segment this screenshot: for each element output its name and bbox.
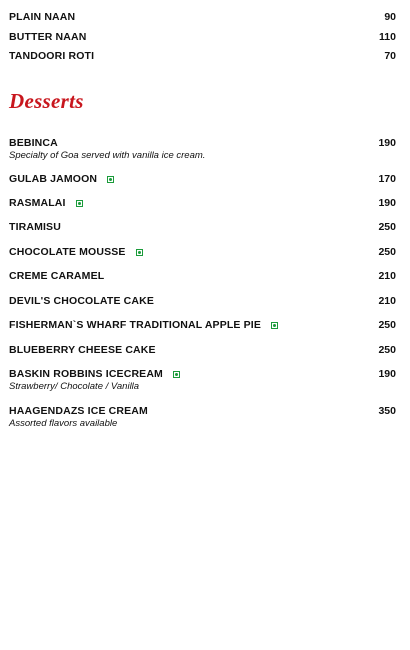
menu-item-butter-naan [9, 30, 396, 44]
item-price: 350 [378, 405, 396, 417]
item-price: 90 [384, 11, 396, 23]
item-price: 250 [378, 221, 396, 233]
item-name: BLUEBERRY CHEESE CAKE [9, 344, 156, 356]
item-price: 190 [378, 137, 396, 149]
veg-icon [136, 249, 143, 256]
item-name: TANDOORI ROTI [9, 50, 95, 62]
menu-item-rasmalai [9, 196, 396, 210]
menu-item-baskin-robbins [9, 367, 396, 393]
item-price: 170 [378, 173, 396, 185]
veg-icon [271, 322, 278, 329]
item-price: 250 [378, 319, 396, 331]
item-name: DEVIL'S CHOCOLATE CAKE [9, 295, 155, 307]
item-price: 70 [384, 50, 396, 62]
menu-item-haagendazs [9, 404, 396, 430]
menu-item-tiramisu [9, 220, 396, 234]
item-name: FISHERMAN`S WHARF TRADITIONAL APPLE PIE [9, 319, 262, 331]
item-description: Strawberry/ Chocolate / Vanilla [9, 381, 140, 392]
menu-item-tandoori-roti [9, 49, 396, 63]
item-name: BUTTER NAAN [9, 31, 87, 43]
item-description: Assorted flavors available [9, 418, 118, 429]
item-price: 210 [378, 295, 396, 307]
item-name: BEBINCA [9, 137, 58, 149]
item-name: RASMALAI [9, 197, 66, 209]
item-description: Specialty of Goa served with vanilla ice cream. [9, 150, 206, 161]
item-name: GULAB JAMOON [9, 173, 98, 185]
item-price: 110 [379, 31, 396, 43]
veg-icon [173, 371, 180, 378]
menu-item-devils-chocolate-cake [9, 294, 396, 308]
menu-item-blueberry-cheese-cake [9, 343, 396, 357]
menu-item-plain-naan [9, 10, 396, 24]
menu-item-bebinca [9, 136, 396, 162]
menu-item-chocolate-mousse [9, 245, 396, 259]
item-price: 250 [378, 344, 396, 356]
veg-icon [107, 176, 114, 183]
item-name: TIRAMISU [9, 221, 61, 233]
menu-item-gulab-jamoon [9, 172, 396, 186]
item-name: CREME CARAMEL [9, 270, 105, 282]
item-name: CHOCOLATE MOUSSE [9, 246, 126, 258]
menu-item-creme-caramel [9, 269, 396, 283]
item-price: 190 [378, 368, 396, 380]
item-name: HAAGENDAZS ICE CREAM [9, 405, 148, 417]
item-price: 250 [378, 246, 396, 258]
menu-item-apple-pie [9, 318, 396, 332]
veg-icon [76, 200, 83, 207]
section-title-desserts: Desserts [9, 89, 84, 113]
item-price: 210 [378, 270, 396, 282]
item-name: PLAIN NAAN [9, 11, 76, 23]
item-price: 190 [378, 197, 396, 209]
item-name: BASKIN ROBBINS ICECREAM [9, 368, 163, 380]
